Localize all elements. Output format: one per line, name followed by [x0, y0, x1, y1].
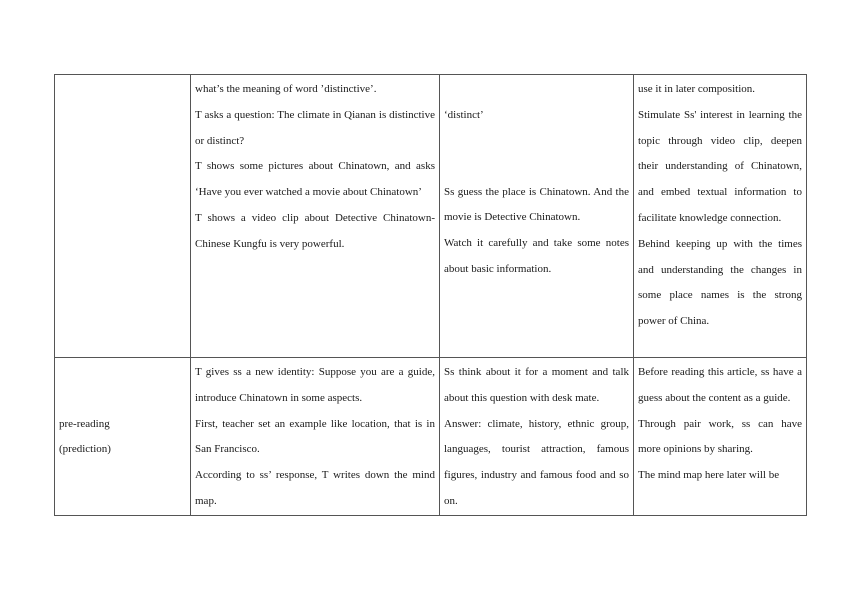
teacher-activity-text: T asks a question: The climate in Qianan is distinctive or distinct?: [195, 108, 435, 147]
purpose-cell: [634, 358, 807, 516]
stage-sublabel: (prediction): [59, 443, 111, 456]
teacher-activity-cell: [191, 358, 440, 516]
stage-cell: [55, 358, 191, 516]
teacher-activity-text: First, teacher set an example like location, that is in San Francisco.: [195, 417, 435, 456]
student-activity-text: Answer: climate, history, ethnic group, languages, tourist attraction, famous figures, industry and famous food and so on.: [444, 417, 629, 507]
purpose-text: Before reading this article, ss have a guess about the content as a guide.: [638, 366, 802, 404]
student-activity-cell: [440, 358, 634, 516]
purpose-text: Through pair work, ss can have more opinions by sharing.: [638, 417, 802, 456]
student-activity-cell: [440, 75, 634, 358]
teacher-activity-cell: [191, 75, 440, 358]
purpose-text: The mind map here later will be: [638, 469, 780, 482]
stage-label: pre-reading: [59, 417, 110, 430]
teacher-activity-text: T shows some pictures about Chinatown, and asks ‘Have you ever watched a movie about Chinatown’: [195, 160, 435, 199]
student-activity-text: ‘distinct’: [444, 108, 484, 121]
purpose-text: use it in later composition.: [638, 83, 756, 95]
teacher-activity-text: According to ss’ response, T writes down the mind map.: [195, 469, 435, 507]
purpose-text: Stimulate Ss' interest in learning the topic through video clip, deepen their understanding of Chinatown, and embed textual information to facilitate knowledge connection.: [638, 108, 802, 224]
student-activity-text: Ss think about it for a moment and talk about this question with desk mate.: [444, 366, 629, 404]
teacher-activity-text: T gives ss a new identity: Suppose you are a guide, introduce Chinatown in some aspects.: [195, 366, 435, 404]
student-activity-text: Ss guess the place is Chinatown. And the movie is Detective Chinatown.: [444, 185, 629, 224]
table-row: [55, 75, 807, 358]
purpose-cell: [634, 75, 807, 358]
teacher-activity-text: what’s the meaning of word ’distinctive’.: [195, 83, 377, 95]
table-row: [55, 358, 807, 516]
purpose-text: Behind keeping up with the times and understanding the changes in some place names is the strong power of China.: [638, 237, 802, 328]
student-activity-text: Watch it carefully and take some notes about basic information.: [444, 237, 629, 275]
stage-cell: [55, 75, 191, 358]
lesson-plan-table: [54, 74, 807, 516]
teacher-activity-text: T shows a video clip about Detective Chinatown-Chinese Kungfu is very powerful.: [195, 211, 435, 250]
